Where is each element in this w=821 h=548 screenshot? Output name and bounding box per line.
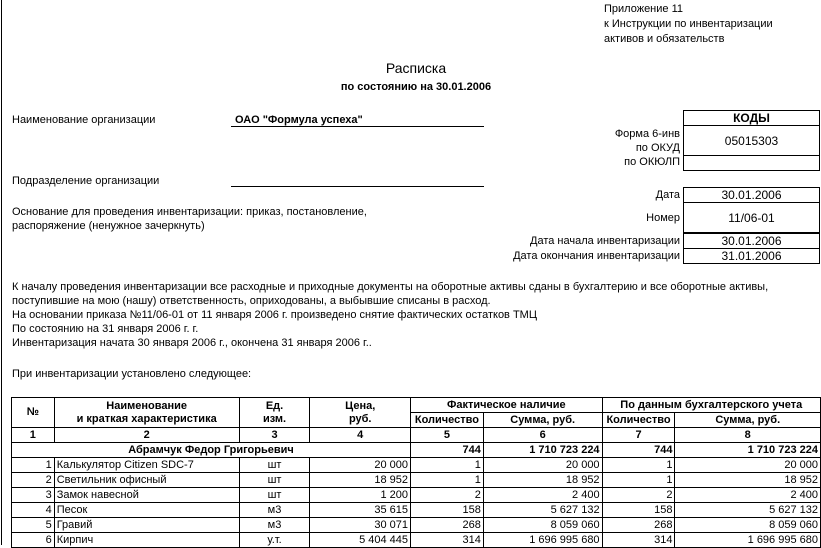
okulp-value [683, 155, 820, 171]
row-book-qty: 314 [602, 533, 675, 548]
basis-line-1: Основание для проведения инвентаризации: приказ, постановление, [12, 206, 367, 218]
row-price: 18 952 [310, 473, 411, 488]
okud-label: по ОКУД [635, 142, 680, 154]
text-line-3: На основании приказа №11/06-01 от 11 января 2006 г. произведено снятие фактических остатков ТМЦ [12, 309, 537, 321]
group-fact-sum: 1 710 723 224 [483, 443, 602, 458]
org-name-label: Наименование организации [12, 114, 156, 126]
fact-sum-header: Сумма, руб. [483, 413, 602, 428]
col-number: 3 [239, 428, 310, 443]
book-group-header: По данным бухгалтерского учета [602, 398, 820, 413]
start-date-label: Дата начала инвентаризации [530, 235, 680, 247]
col-number: 7 [602, 428, 675, 443]
okulp-label: по ОКЮЛП [624, 156, 680, 168]
row-book-qty: 1 [602, 473, 675, 488]
text-line-5: Инвентаризация начата 30 января 2006 г., окончена 31 января 2006 г.. [12, 337, 372, 349]
row-price: 1 200 [310, 488, 411, 503]
row-book-sum: 2 400 [675, 488, 821, 503]
date-label: Дата [655, 189, 680, 201]
row-price: 20 000 [310, 458, 411, 473]
row-unit: у.т. [239, 533, 310, 548]
row-book-sum: 1 696 995 680 [675, 533, 821, 548]
col-no-header: № [12, 398, 55, 428]
book-qty-header: Количество [602, 413, 675, 428]
row-name: Калькулятор Citizen SDC-7 [54, 458, 239, 473]
col-number: 6 [483, 428, 602, 443]
annex-line-2: к Инструкции по инвентаризации [604, 18, 773, 30]
table-row [12, 503, 821, 518]
annex-line-3: активов и обязательств [604, 33, 725, 45]
document-subtitle: по состоянию на 30.01.2006 [340, 81, 492, 93]
row-fact-sum: 20 000 [483, 458, 602, 473]
table-row [12, 458, 821, 473]
row-unit: м3 [239, 518, 310, 533]
row-no: 1 [12, 458, 55, 473]
number-value: 11/06-01 [683, 202, 820, 233]
text-line-6: При инвентаризации установлено следующее: [12, 368, 252, 380]
row-no: 2 [12, 473, 55, 488]
row-unit: м3 [239, 503, 310, 518]
group-row [12, 443, 821, 458]
table-row [12, 488, 821, 503]
table-row [12, 533, 821, 548]
row-price: 5 404 445 [310, 533, 411, 548]
org-name-underline [231, 126, 484, 127]
row-book-qty: 268 [602, 518, 675, 533]
group-book-sum: 1 710 723 224 [675, 443, 821, 458]
col-number: 1 [12, 428, 55, 443]
row-book-qty: 2 [602, 488, 675, 503]
row-fact-qty: 1 [411, 473, 484, 488]
col-number: 8 [675, 428, 821, 443]
row-name: Песок [54, 503, 239, 518]
row-name: Гравий [54, 518, 239, 533]
col-number: 4 [310, 428, 411, 443]
row-fact-sum: 5 627 132 [483, 503, 602, 518]
row-fact-qty: 158 [411, 503, 484, 518]
column-number-row [12, 428, 821, 443]
end-date-label: Дата окончания инвентаризации [513, 250, 680, 262]
fact-group-header: Фактическое наличие [411, 398, 603, 413]
text-line-2: поступившие на мою (нашу) ответственность, оприходованы, а выбывшие списаны в расход. [12, 295, 491, 307]
row-name: Замок навесной [54, 488, 239, 503]
col-unit-header [239, 398, 310, 428]
col-price-header-line-1: Цена, [345, 399, 376, 412]
row-name: Светильник офисный [54, 473, 239, 488]
inventory-table [11, 397, 821, 548]
row-fact-sum: 2 400 [483, 488, 602, 503]
row-fact-qty: 1 [411, 458, 484, 473]
text-line-4: По состоянию на 31 января 2006 г. г. [12, 323, 199, 335]
codes-header: КОДЫ [683, 110, 820, 126]
row-no: 3 [12, 488, 55, 503]
row-name: Кирпич [54, 533, 239, 548]
division-label: Подразделение организации [12, 175, 160, 187]
group-name: Абрамчук Федор Григорьевич [12, 443, 411, 458]
row-book-sum: 20 000 [675, 458, 821, 473]
date-value: 30.01.2006 [683, 187, 820, 203]
number-label: Номер [646, 212, 680, 224]
form-label: Форма 6-инв [614, 128, 680, 140]
row-book-qty: 1 [602, 458, 675, 473]
table-row [12, 518, 821, 533]
document-title: Расписка [385, 60, 447, 76]
book-sum-header: Сумма, руб. [675, 413, 821, 428]
row-fact-sum: 1 696 995 680 [483, 533, 602, 548]
row-unit: шт [239, 473, 310, 488]
row-unit: шт [239, 488, 310, 503]
basis-line-2: распоряжение (ненужное зачеркнуть) [12, 220, 205, 232]
okud-value: 05015303 [683, 125, 820, 156]
col-unit-header-line-1: Ед. [265, 399, 284, 412]
end-date-value: 31.01.2006 [683, 248, 820, 264]
row-no: 4 [12, 503, 55, 518]
annex-line-1: Приложение 11 [604, 3, 683, 15]
col-number: 2 [54, 428, 239, 443]
division-underline [231, 186, 484, 187]
row-price: 35 615 [310, 503, 411, 518]
group-book-qty: 744 [602, 443, 675, 458]
col-name-header-line-1: Наименование [106, 399, 187, 412]
col-name-header-line-2: и краткая характеристика [76, 412, 217, 425]
fact-qty-header: Количество [411, 413, 484, 428]
row-fact-qty: 2 [411, 488, 484, 503]
row-unit: шт [239, 458, 310, 473]
row-fact-qty: 268 [411, 518, 484, 533]
col-price-header [310, 398, 411, 428]
row-no: 6 [12, 533, 55, 548]
col-number: 5 [411, 428, 484, 443]
row-book-sum: 18 952 [675, 473, 821, 488]
start-date-value: 30.01.2006 [683, 233, 820, 249]
row-fact-sum: 18 952 [483, 473, 602, 488]
group-fact-qty: 744 [411, 443, 484, 458]
row-book-qty: 158 [602, 503, 675, 518]
row-book-sum: 8 059 060 [675, 518, 821, 533]
table-row [12, 473, 821, 488]
org-name-value: ОАО "Формула успеха" [235, 114, 363, 126]
row-no: 5 [12, 518, 55, 533]
row-price: 30 071 [310, 518, 411, 533]
table-header-row-1 [12, 398, 821, 413]
col-unit-header-line-2: изм. [262, 412, 287, 425]
row-book-sum: 5 627 132 [675, 503, 821, 518]
row-fact-sum: 8 059 060 [483, 518, 602, 533]
col-name-header [54, 398, 239, 428]
row-fact-qty: 314 [411, 533, 484, 548]
col-price-header-line-2: руб. [348, 412, 372, 425]
text-line-1: К началу проведения инвентаризации все расходные и приходные документы на оборотные активы сданы в бухгалтерию и все оборотные активы, [12, 281, 769, 293]
